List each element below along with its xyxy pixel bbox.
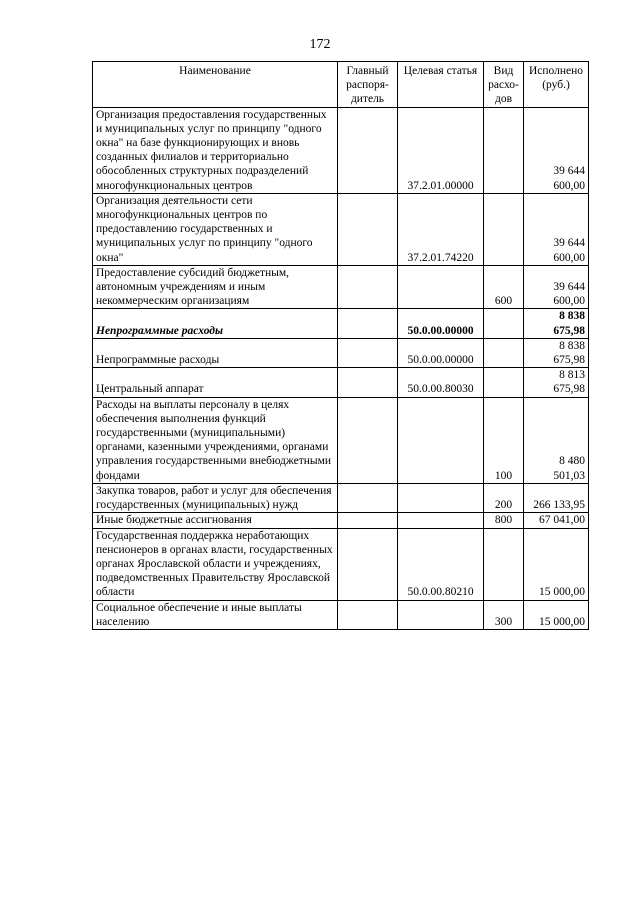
row-admin	[338, 397, 398, 483]
row-name: Организация предоставления государственных и муниципальных услуг по принципу "одного окна" на базе функционирующих и вновь созданных филиалов и территориально обособленных структурных подразделений многофункциональных центров	[93, 107, 338, 193]
row-type	[484, 368, 524, 397]
row-type: 600	[484, 265, 524, 309]
row-type	[484, 309, 524, 338]
row-name: Иные бюджетные ассигнования	[93, 513, 338, 528]
row-name: Расходы на выплаты персоналу в целях обеспечения выполнения функций государственными (муниципальными) органами, казенными учреждениями, органами управления государственными внебюджетными фондами	[93, 397, 338, 483]
row-name: Непрограммные расходы	[93, 338, 338, 367]
row-admin	[338, 265, 398, 309]
row-admin	[338, 309, 398, 338]
table-row	[93, 397, 589, 483]
table-row	[93, 309, 589, 338]
header-target: Целевая статья	[398, 62, 484, 108]
row-amount: 39 644 600,00	[524, 265, 589, 309]
row-amount: 8 838 675,98	[524, 338, 589, 367]
table-row	[93, 338, 589, 367]
row-amount: 39 644 600,00	[524, 193, 589, 265]
row-admin	[338, 513, 398, 528]
row-target	[398, 397, 484, 483]
row-type	[484, 528, 524, 600]
page-number: 172	[309, 37, 331, 52]
row-type	[484, 338, 524, 367]
row-type: 300	[484, 600, 524, 629]
row-type: 800	[484, 513, 524, 528]
row-target	[398, 483, 484, 512]
row-target: 50.0.00.80210	[398, 528, 484, 600]
row-type: 200	[484, 483, 524, 512]
row-name: Закупка товаров, работ и услуг для обеспечения государственных (муниципальных) нужд	[93, 483, 338, 512]
row-admin	[338, 193, 398, 265]
row-amount: 39 644 600,00	[524, 107, 589, 193]
row-target: 50.0.00.00000	[398, 309, 484, 338]
row-target: 37.2.01.00000	[398, 107, 484, 193]
row-admin	[338, 368, 398, 397]
row-amount: 8 480 501,03	[524, 397, 589, 483]
row-target	[398, 513, 484, 528]
row-name: Организация деятельности сети многофункциональных центров по предоставлению государственных и муниципальных услуг по принципу "одного окна"	[93, 193, 338, 265]
header-admin: Главный распоря-дитель	[338, 62, 398, 108]
table-row	[93, 265, 589, 309]
row-type: 100	[484, 397, 524, 483]
row-admin	[338, 338, 398, 367]
row-target	[398, 265, 484, 309]
row-name: Предоставление субсидий бюджетным, автономным учреждениям и иным некоммерческим организациям	[93, 265, 338, 309]
row-type	[484, 107, 524, 193]
table-row	[93, 193, 589, 265]
row-admin	[338, 483, 398, 512]
row-target	[398, 600, 484, 629]
row-name: Социальное обеспечение и иные выплаты населению	[93, 600, 338, 629]
table-header-row	[93, 62, 589, 108]
row-amount: 67 041,00	[524, 513, 589, 528]
table-row	[93, 528, 589, 600]
row-name: Государственная поддержка неработающих пенсионеров в органах власти, государственных органах Ярославской области и учреждениях, подведомственных Правительству Ярославской области	[93, 528, 338, 600]
header-executed: Исполнено (руб.)	[524, 62, 589, 108]
row-name: Непрограммные расходы	[93, 309, 338, 338]
row-admin	[338, 600, 398, 629]
table-row	[93, 513, 589, 528]
row-amount: 8 838 675,98	[524, 309, 589, 338]
row-amount: 8 813 675,98	[524, 368, 589, 397]
row-amount: 15 000,00	[524, 600, 589, 629]
table-row	[93, 368, 589, 397]
table-row	[93, 107, 589, 193]
row-target: 50.0.00.80030	[398, 368, 484, 397]
row-type	[484, 193, 524, 265]
row-admin	[338, 528, 398, 600]
header-type: Вид расхо-дов	[484, 62, 524, 108]
row-amount: 266 133,95	[524, 483, 589, 512]
row-target: 37.2.01.74220	[398, 193, 484, 265]
row-name: Центральный аппарат	[93, 368, 338, 397]
header-name: Наименование	[93, 62, 338, 108]
row-target: 50.0.00.00000	[398, 338, 484, 367]
table-row	[93, 600, 589, 629]
budget-table	[92, 61, 589, 630]
table-row	[93, 483, 589, 512]
row-amount: 15 000,00	[524, 528, 589, 600]
row-admin	[338, 107, 398, 193]
